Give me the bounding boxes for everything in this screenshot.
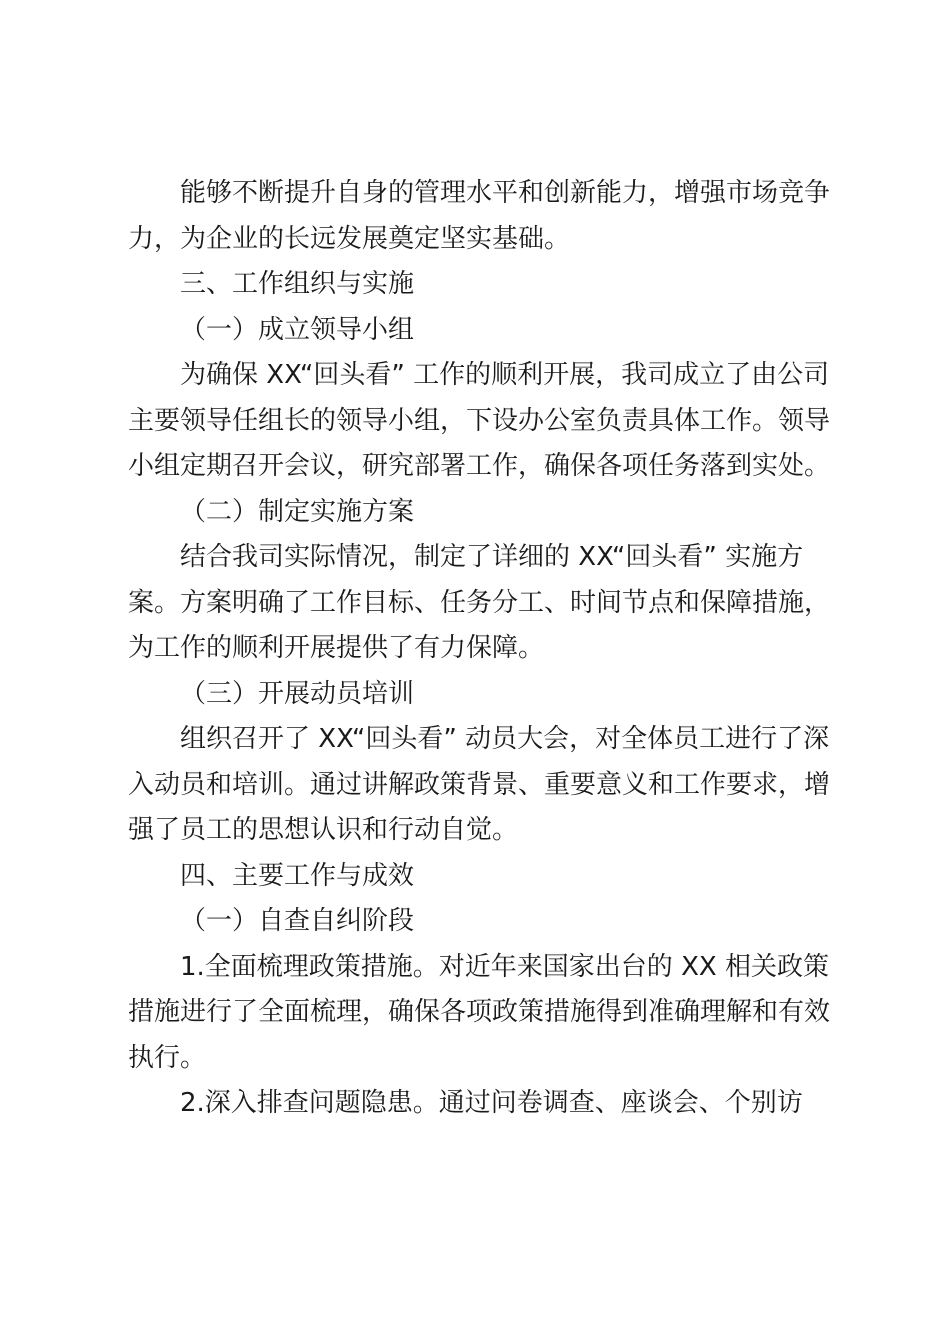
text-line: 组织召开了 XX“回头看” 动员大会，对全体员工进行了深 <box>180 724 830 754</box>
subheading-text: （二）制定实施方案 <box>180 496 415 527</box>
body-paragraph <box>128 171 832 262</box>
text-line: 力，为企业的长远发展奠定坚实基础。 <box>128 223 571 254</box>
subsection-heading <box>128 490 832 536</box>
subsection-heading <box>128 899 832 945</box>
text-line: 案。方案明确了工作目标、任务分工、时间节点和保障措施， <box>128 587 831 618</box>
text-line: 执行。 <box>128 1042 207 1073</box>
subsection-heading <box>128 672 832 718</box>
heading-text: 三、工作组织与实施 <box>180 269 415 299</box>
text-line: 强了员工的思想认识和行动自觉。 <box>128 815 519 845</box>
subheading-text: （三）开展动员培训 <box>180 678 415 709</box>
document-body <box>128 171 832 1127</box>
subheading-text: （一）成立领导小组 <box>180 314 415 345</box>
text-line: 结合我司实际情况，制定了详细的 XX“回头看” 实施方 <box>180 542 804 572</box>
text-line: 2.深入排查问题隐患。通过问卷调查、座谈会、个别访 <box>180 1088 803 1118</box>
text-line: 入动员和培训。通过讲解政策背景、重要意义和工作要求，增 <box>128 769 831 800</box>
text-line: 为确保 XX“回头看” 工作的顺利开展，我司成立了由公司 <box>180 360 830 390</box>
section-heading <box>128 854 832 900</box>
text-line: 主要领导任组长的领导小组，下设办公室负责具体工作。领导 <box>128 405 831 436</box>
text-line: 为工作的顺利开展提供了有力保障。 <box>128 633 545 663</box>
subsection-heading <box>128 308 832 354</box>
body-paragraph <box>128 535 832 672</box>
heading-text: 四、主要工作与成效 <box>180 860 415 891</box>
text-line: 能够不断提升自身的管理水平和创新能力，增强市场竞争 <box>180 178 831 208</box>
body-paragraph <box>128 1081 832 1127</box>
section-heading <box>128 262 832 308</box>
body-paragraph <box>128 353 832 490</box>
text-line: 措施进行了全面梳理，确保各项政策措施得到准确理解和有效 <box>128 997 831 1027</box>
text-line: 1.全面梳理政策措施。对近年来国家出台的 XX 相关政策 <box>180 951 829 982</box>
text-line: 小组定期召开会议，研究部署工作，确保各项任务落到实处。 <box>128 451 831 481</box>
body-paragraph <box>128 717 832 854</box>
subheading-text: （一）自查自纠阶段 <box>180 906 415 936</box>
body-paragraph <box>128 945 832 1082</box>
